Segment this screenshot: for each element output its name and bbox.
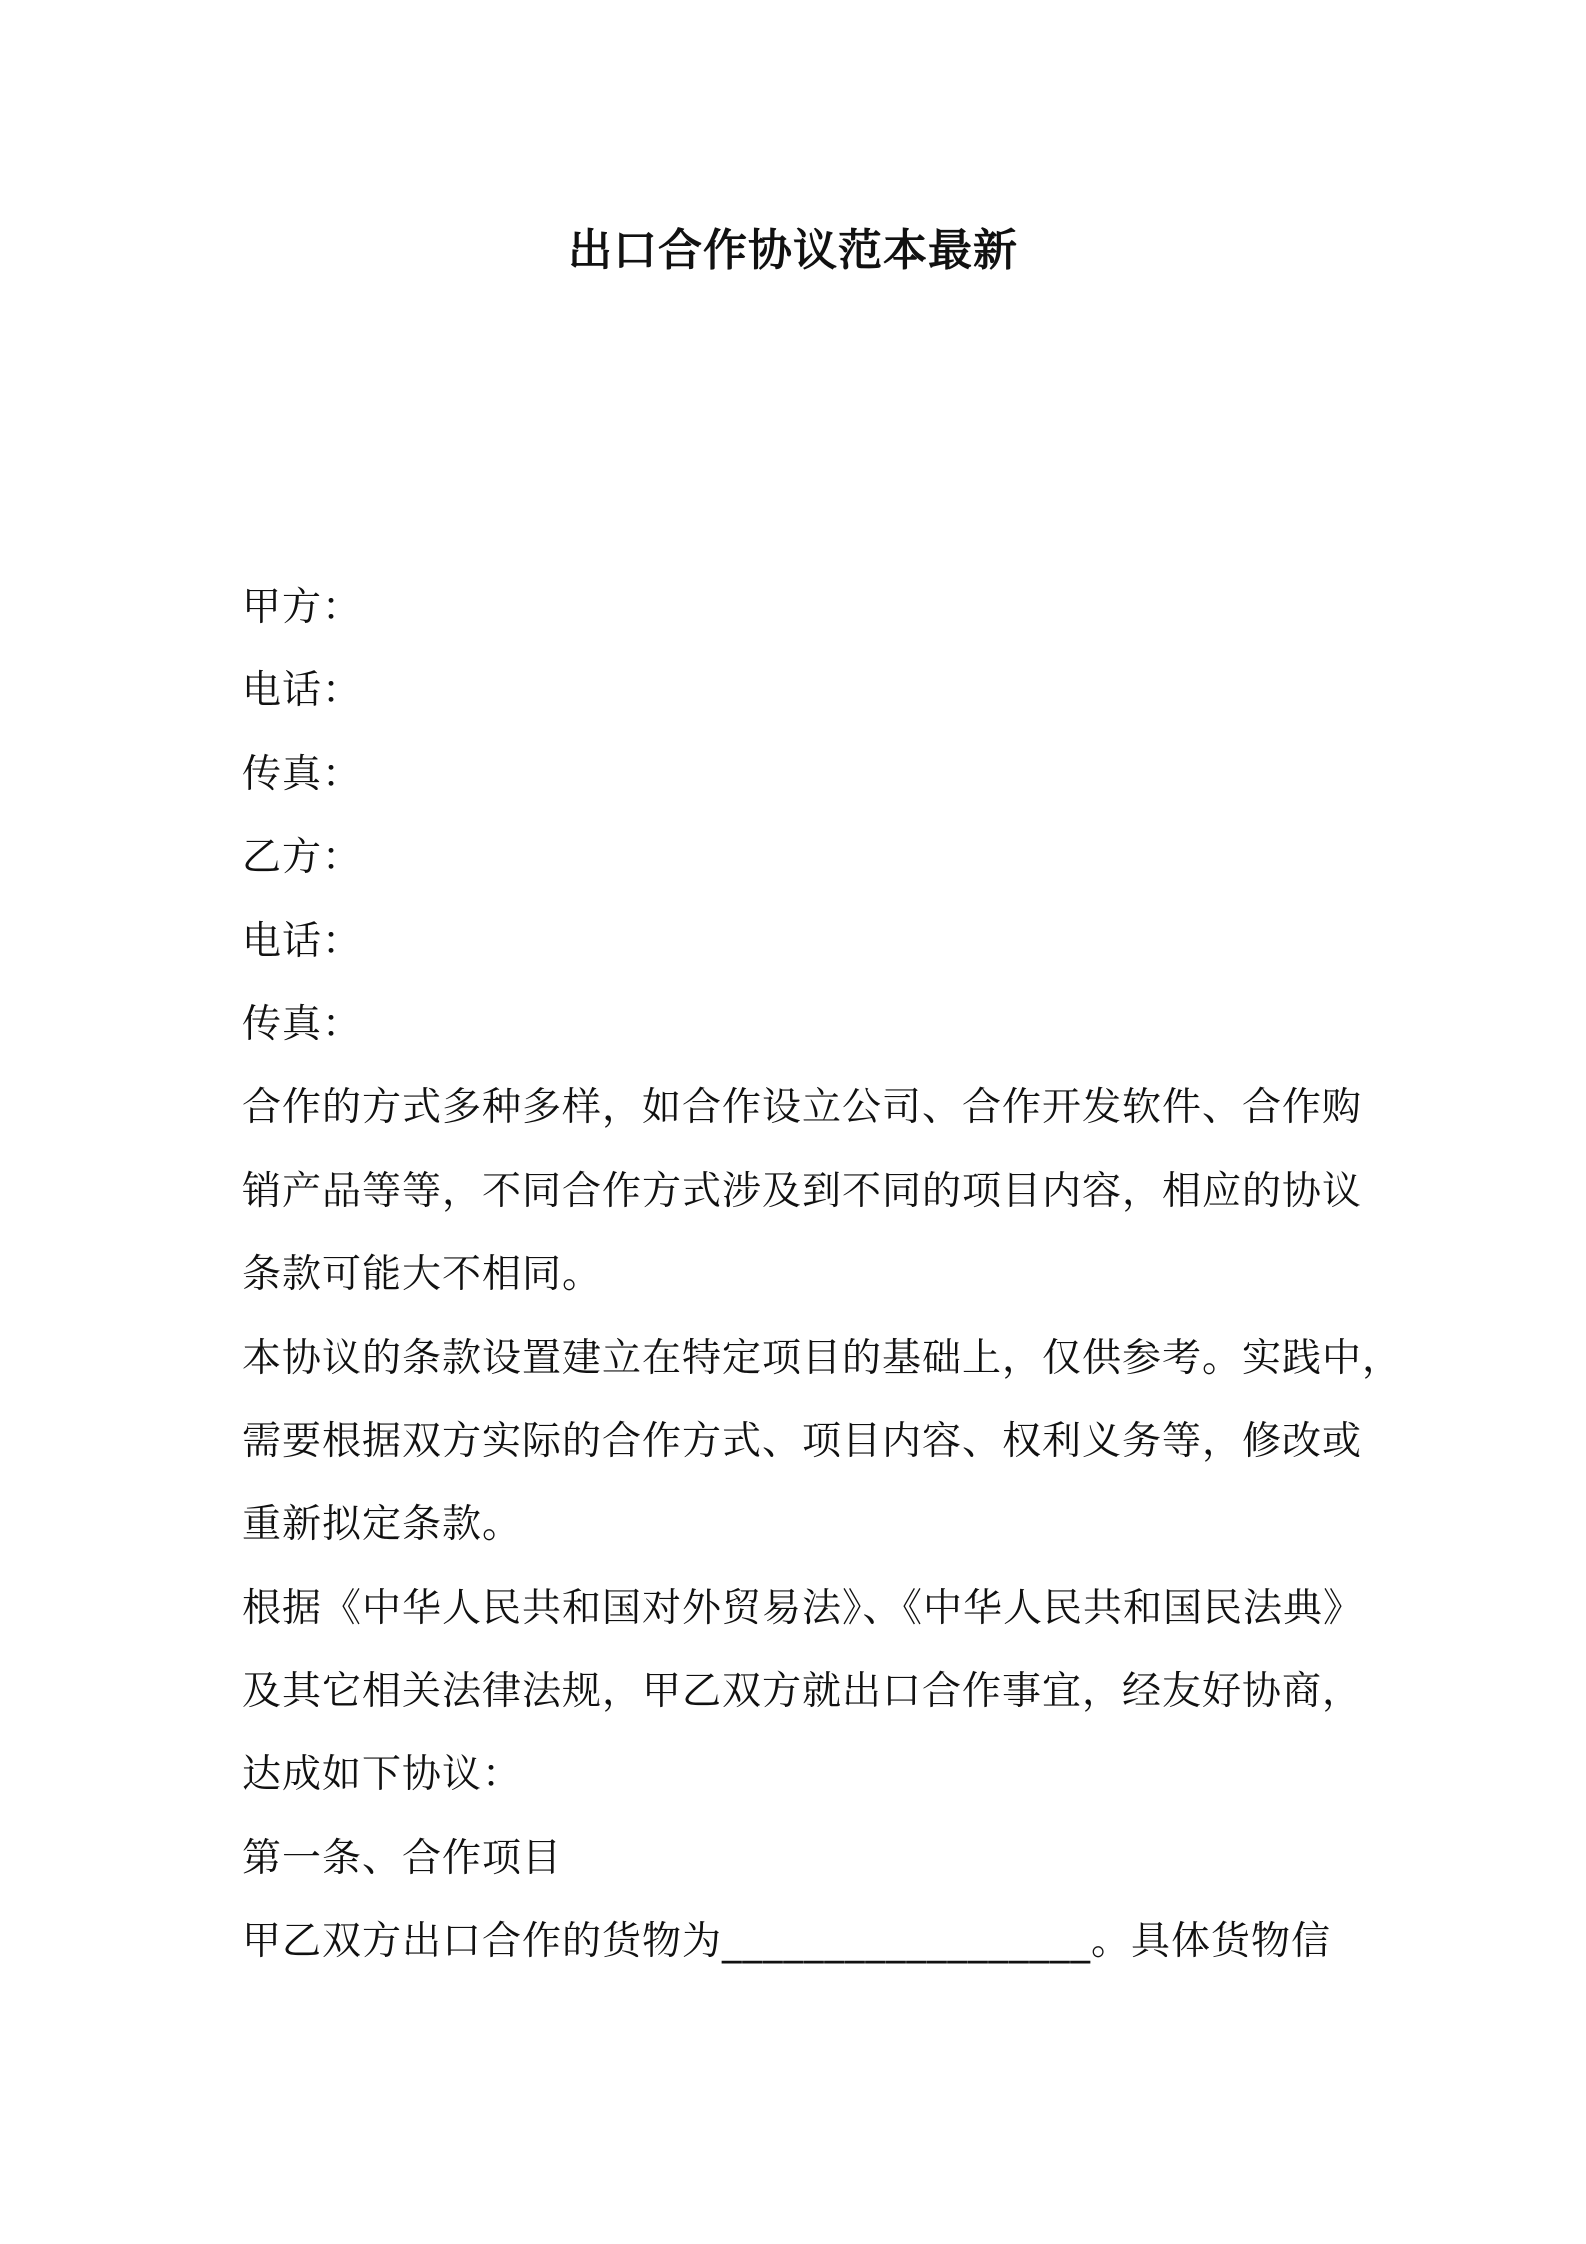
party-b-phone-label: 电话：: [242, 918, 363, 964]
paragraph-1-line: 销产品等等，不同合作方式涉及到不同的项目内容，相应的协议: [242, 1168, 1363, 1214]
party-a-phone-label: 电话：: [242, 668, 363, 714]
party-a-fax-label: 传真：: [242, 751, 363, 797]
article-1-text-line: 甲乙双方出口合作的货物为__________________。具体货物信: [242, 1919, 1332, 1965]
party-b-label: 乙方：: [242, 835, 363, 881]
paragraph-3-line: 达成如下协议：: [242, 1752, 523, 1798]
paragraph-3-line: 及其它相关法律法规，甲乙双方就出口合作事宜，经友好协商，: [242, 1669, 1363, 1715]
paragraph-1-line: 合作的方式多种多样，如合作设立公司、合作开发软件、合作购: [242, 1085, 1363, 1131]
paragraph-3-line: 根据《中华人民共和国对外贸易法》、《中华人民共和国民法典》: [242, 1585, 1364, 1631]
party-b-fax-label: 传真：: [242, 1001, 363, 1047]
paragraph-2-line: 需要根据双方实际的合作方式、项目内容、权利义务等，修改或: [242, 1418, 1363, 1464]
article-1-heading: 第一条、合作项目: [242, 1835, 563, 1881]
paragraph-2-line: 本协议的条款设置建立在特定项目的基础上，仅供参考。实践中，: [242, 1335, 1403, 1381]
document-title: 出口合作协议范本最新: [568, 225, 1018, 276]
document-body: [242, 566, 1403, 1984]
paragraph-2-line: 重新拟定条款。: [242, 1502, 523, 1548]
party-a-label: 甲方：: [242, 585, 363, 630]
paragraph-1-line: 条款可能大不相同。: [242, 1252, 603, 1298]
